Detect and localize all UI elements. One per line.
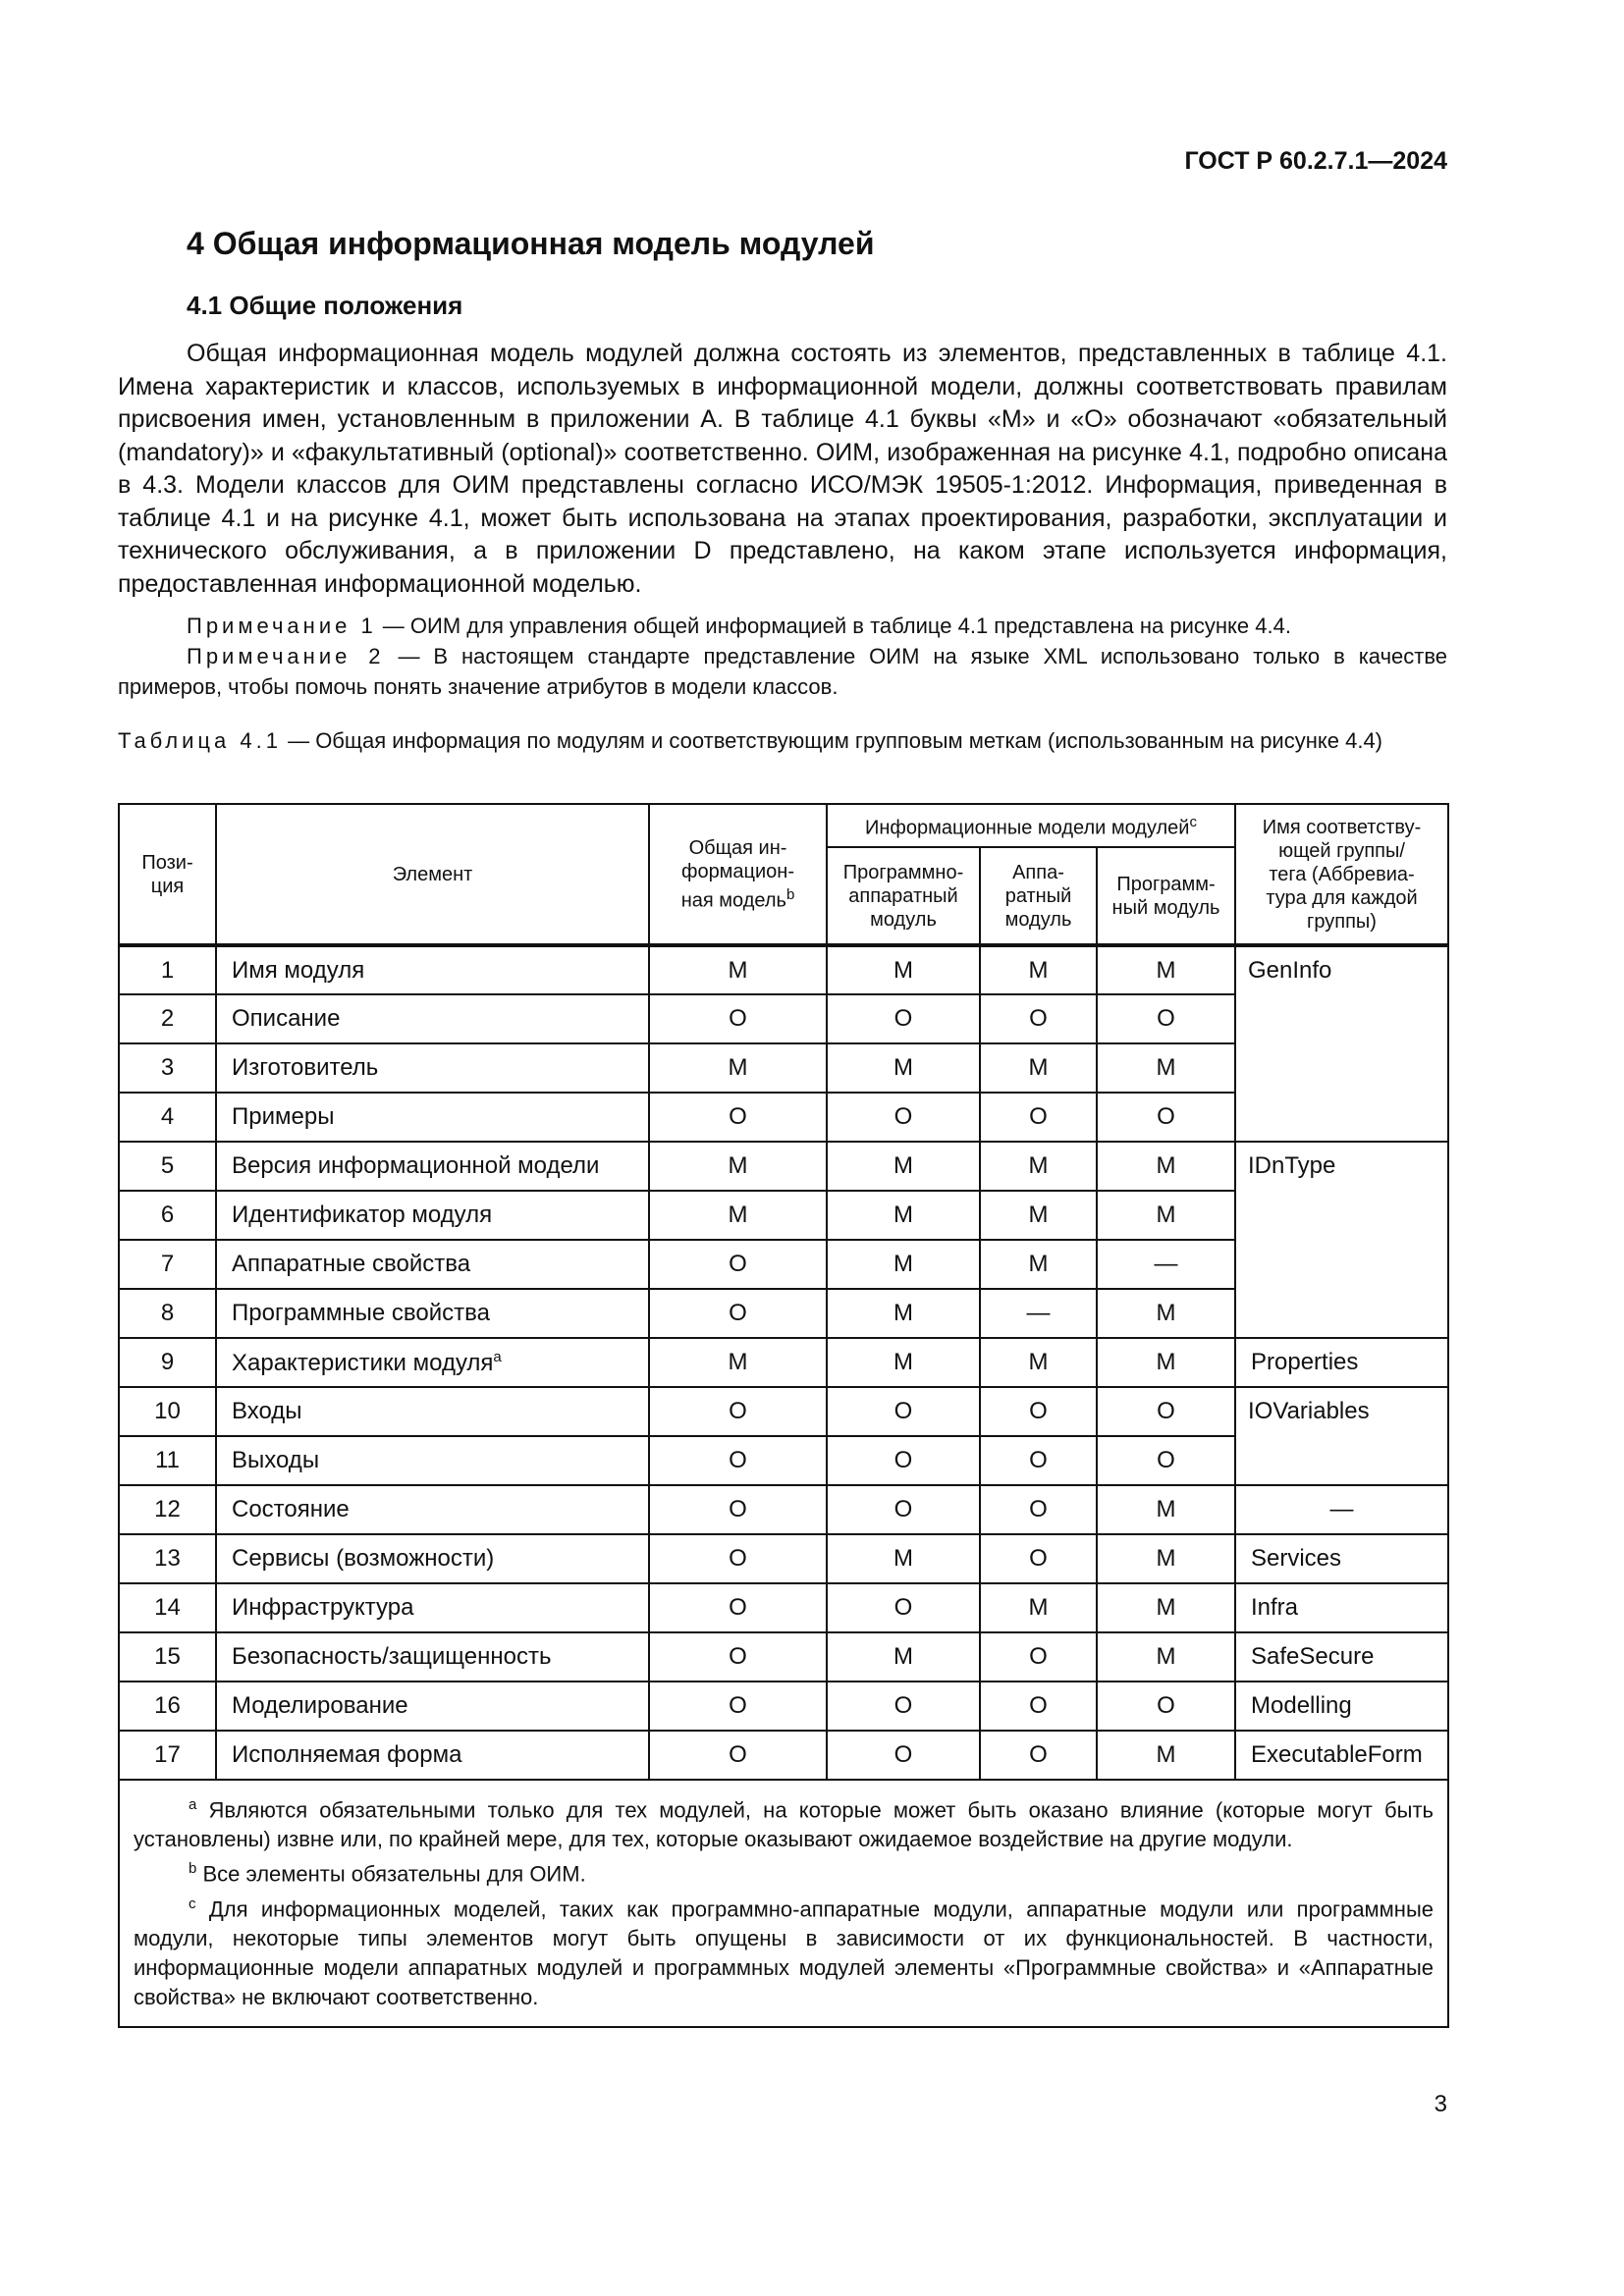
cell-sw: О [1097,1387,1235,1436]
table-footnotes-row [119,1780,1448,2027]
cell-position: 2 [119,994,216,1043]
cell-position: 4 [119,1093,216,1142]
cell-sw: О [1097,1436,1235,1485]
footnote-text: Для информационных моделей, таких как программно-аппаратные модули, аппаратные модули или программные модули, некоторые типы элементов могут быть опущены в зависимости от их функциональностей. В частности, информационные модели аппаратных модулей и программных модулей элементы «Программные свойства» и «Аппаратные свойства» не включают соответственно. [134,1896,1434,2009]
cell-sw-hw: О [827,994,980,1043]
cell-group-geninfo: GenInfo [1235,945,1448,1142]
cell-sw-hw: М [827,1191,980,1240]
cell-element: Имя модуля [216,945,649,994]
header-hw-module: Аппа- ратный модуль [980,847,1097,945]
cell-hw: О [980,1436,1097,1485]
cell-hw: М [980,1240,1097,1289]
cell-element: Инфраструктура [216,1583,649,1632]
cell-position: 12 [119,1485,216,1534]
cell-common: М [649,1142,827,1191]
cell-hw: — [980,1289,1097,1338]
cell-element: Безопасность/защищенность [216,1632,649,1682]
cell-sw: О [1097,994,1235,1043]
cell-position: 13 [119,1534,216,1583]
note-1 [118,611,1447,641]
note-text: — ОИМ для управления общей информацией в таблице 4.1 представлена на рисунке 4.4. [376,614,1291,638]
cell-sw-hw: О [827,1485,980,1534]
section-title: 4 Общая информационная модель модулей [187,226,875,261]
cell-sw: О [1097,1682,1235,1731]
cell-common: О [649,1534,827,1583]
cell-group-properties: Properties [1235,1338,1448,1387]
cell-hw: О [980,1093,1097,1142]
cell-group-idntype: IDnType [1235,1142,1448,1338]
cell-position: 14 [119,1583,216,1632]
header-sw-hw-module: Программно- аппаратный модуль [827,847,980,945]
header-info-models [827,804,1235,847]
cell-element: Примеры [216,1093,649,1142]
cell-hw: О [980,1387,1097,1436]
cell-hw: О [980,1632,1097,1682]
cell-hw: О [980,1534,1097,1583]
cell-sw: М [1097,1191,1235,1240]
table-row [119,1583,1448,1632]
cell-hw: М [980,1338,1097,1387]
footnote-mark: a [189,1796,197,1813]
footnote-mark: c [1189,814,1197,831]
table-row [119,1387,1448,1436]
cell-common: О [649,1682,827,1731]
standard-code: ГОСТ Р 60.2.7.1—2024 [1184,147,1447,175]
cell-sw-hw: М [827,1534,980,1583]
table-row [119,1338,1448,1387]
cell-sw: О [1097,1093,1235,1142]
cell-group-executableform: ExecutableForm [1235,1731,1448,1780]
cell-position: 3 [119,1043,216,1093]
table-row [119,1142,1448,1191]
cell-sw: М [1097,1632,1235,1682]
cell-element: Моделирование [216,1682,649,1731]
cell-element: Исполняемая форма [216,1731,649,1780]
cell-sw: М [1097,1731,1235,1780]
table-row [119,945,1448,994]
cell-sw: М [1097,945,1235,994]
cell-sw-hw: М [827,1240,980,1289]
header-info-models-label: Информационные модели модулей [865,817,1190,839]
cell-group-status: — [1235,1485,1448,1534]
cell-hw: О [980,1682,1097,1731]
cell-sw-hw: М [827,945,980,994]
cell-element: Изготовитель [216,1043,649,1093]
cell-sw-hw: М [827,1289,980,1338]
cell-hw: М [980,1583,1097,1632]
cell-group-modelling: Modelling [1235,1682,1448,1731]
cell-position: 10 [119,1387,216,1436]
cell-element: Программные свойства [216,1289,649,1338]
footnote-mark: b [785,885,795,903]
cell-element: Описание [216,994,649,1043]
cell-common: О [649,1240,827,1289]
cell-element: Входы [216,1387,649,1436]
cell-common: О [649,994,827,1043]
cell-common: М [649,945,827,994]
cell-common: О [649,1289,827,1338]
table-row [119,1485,1448,1534]
cell-hw: М [980,1191,1097,1240]
cell-position: 6 [119,1191,216,1240]
cell-element: Сервисы (возможности) [216,1534,649,1583]
cell-hw: О [980,994,1097,1043]
cell-sw-hw: О [827,1093,980,1142]
note-2 [118,641,1447,702]
header-common-model [649,804,827,945]
cell-position: 16 [119,1682,216,1731]
cell-common: М [649,1191,827,1240]
cell-element: Аппаратные свойства [216,1240,649,1289]
footnote-mark: a [493,1348,502,1365]
cell-sw-hw: О [827,1436,980,1485]
header-common-model-label: Общая ин- формацион- ная модель [680,836,795,912]
header-element: Элемент [216,804,649,945]
cell-common: О [649,1387,827,1436]
table-row [119,1632,1448,1682]
cell-common: О [649,1093,827,1142]
cell-element: Выходы [216,1436,649,1485]
footnote-text: Являются обязательными только для тех модулей, на которые может быть оказано влияние (которые могут быть установлены) извне или, по крайней мере, для тех, которые оказывают ожидаемое воздействие на другие модули. [134,1797,1434,1852]
cell-sw: М [1097,1583,1235,1632]
cell-hw: М [980,945,1097,994]
cell-sw: М [1097,1289,1235,1338]
cell-element: Идентификатор модуля [216,1191,649,1240]
cell-group-infra: Infra [1235,1583,1448,1632]
cell-sw: М [1097,1043,1235,1093]
table-footnotes [119,1780,1448,2027]
intro-paragraph: Общая информационная модель модулей должна состоять из элементов, представленных в таблице 4.1. Имена характеристик и классов, используемых в информационной модели, должны соответствовать правилам присвоения имен, установленным в приложении А. В таблице 4.1 буквы «М» и «О» обозначают «обязательный (mandatory)» и «факультативный (optional)» соответственно. ОИМ, изображенная на рисунке 4.1, подробно описана в 4.3. Модели классов для ОИМ представлены согласно ИСО/МЭК 19505-1:2012. Информация, приведенная в таблице 4.1 и на рисунке 4.1, может быть использована на этапах проектирования, разработки, эксплуатации и технического обслуживания, а в приложении D представлено, на каком этапе используется информация, предоставленная информационной моделью. [118,340,1447,598]
cell-hw: М [980,1142,1097,1191]
table-caption-label: Таблица 4.1 [118,728,282,753]
cell-position: 11 [119,1436,216,1485]
footnote-text: Все элементы обязательны для ОИМ. [196,1861,586,1887]
footnote-mark: c [189,1895,196,1912]
page-number: 3 [1434,2091,1447,2117]
cell-position: 9 [119,1338,216,1387]
cell-common: О [649,1436,827,1485]
cell-sw-hw: О [827,1682,980,1731]
cell-sw-hw: М [827,1043,980,1093]
cell-position: 7 [119,1240,216,1289]
header-position: Пози- ция [119,804,216,945]
cell-hw: О [980,1485,1097,1534]
cell-common: О [649,1632,827,1682]
cell-common: О [649,1485,827,1534]
subsection-title: 4.1 Общие положения [187,291,463,320]
cell-sw: — [1097,1240,1235,1289]
footnote-mark: b [189,1860,197,1878]
cell-sw: М [1097,1338,1235,1387]
note-label: Примечание 1 [187,614,377,638]
cell-position: 1 [119,945,216,994]
cell-element: Состояние [216,1485,649,1534]
cell-sw: М [1097,1534,1235,1583]
cell-sw: М [1097,1485,1235,1534]
table-caption [118,726,1447,756]
cell-group-services: Services [1235,1534,1448,1583]
footnote-a [134,1790,1434,1854]
table-row [119,1731,1448,1780]
cell-element [216,1338,649,1387]
notes-block [118,611,1447,702]
cell-sw-hw: М [827,1142,980,1191]
footnote-c [134,1890,1434,2012]
cell-position: 15 [119,1632,216,1682]
cell-position: 8 [119,1289,216,1338]
cell-sw: М [1097,1142,1235,1191]
table-caption-text: — Общая информация по модулям и соответствующим групповым меткам (использованным на рисунке 4.4) [281,728,1383,753]
cell-position: 17 [119,1731,216,1780]
note-label: Примечание 2 [187,644,385,668]
cell-element-label: Характеристики модуля [232,1349,494,1376]
cell-common: М [649,1338,827,1387]
cell-group-safesecure: SafeSecure [1235,1632,1448,1682]
cell-element: Версия информационной модели [216,1142,649,1191]
cell-common: О [649,1583,827,1632]
header-group-name: Имя соответству- ющей группы/ тега (Аббревиа- тура для каждой группы) [1235,804,1448,945]
note-text: — В настоящем стандарте представление ОИМ на языке XML использовано только в качестве примеров, чтобы помочь понять значение атрибутов в модели классов. [118,644,1448,699]
cell-hw: О [980,1731,1097,1780]
cell-group-iovariables: IOVariables [1235,1387,1448,1485]
cell-sw-hw: О [827,1731,980,1780]
cell-common: М [649,1043,827,1093]
info-model-table [118,803,1449,2028]
cell-sw-hw: О [827,1387,980,1436]
cell-common: О [649,1731,827,1780]
cell-sw-hw: М [827,1632,980,1682]
header-sw-module: Программ- ный модуль [1097,847,1235,945]
cell-sw-hw: О [827,1583,980,1632]
footnote-b [134,1854,1434,1889]
table-row [119,1682,1448,1731]
cell-position: 5 [119,1142,216,1191]
table-row [119,1534,1448,1583]
cell-sw-hw: М [827,1338,980,1387]
cell-hw: М [980,1043,1097,1093]
